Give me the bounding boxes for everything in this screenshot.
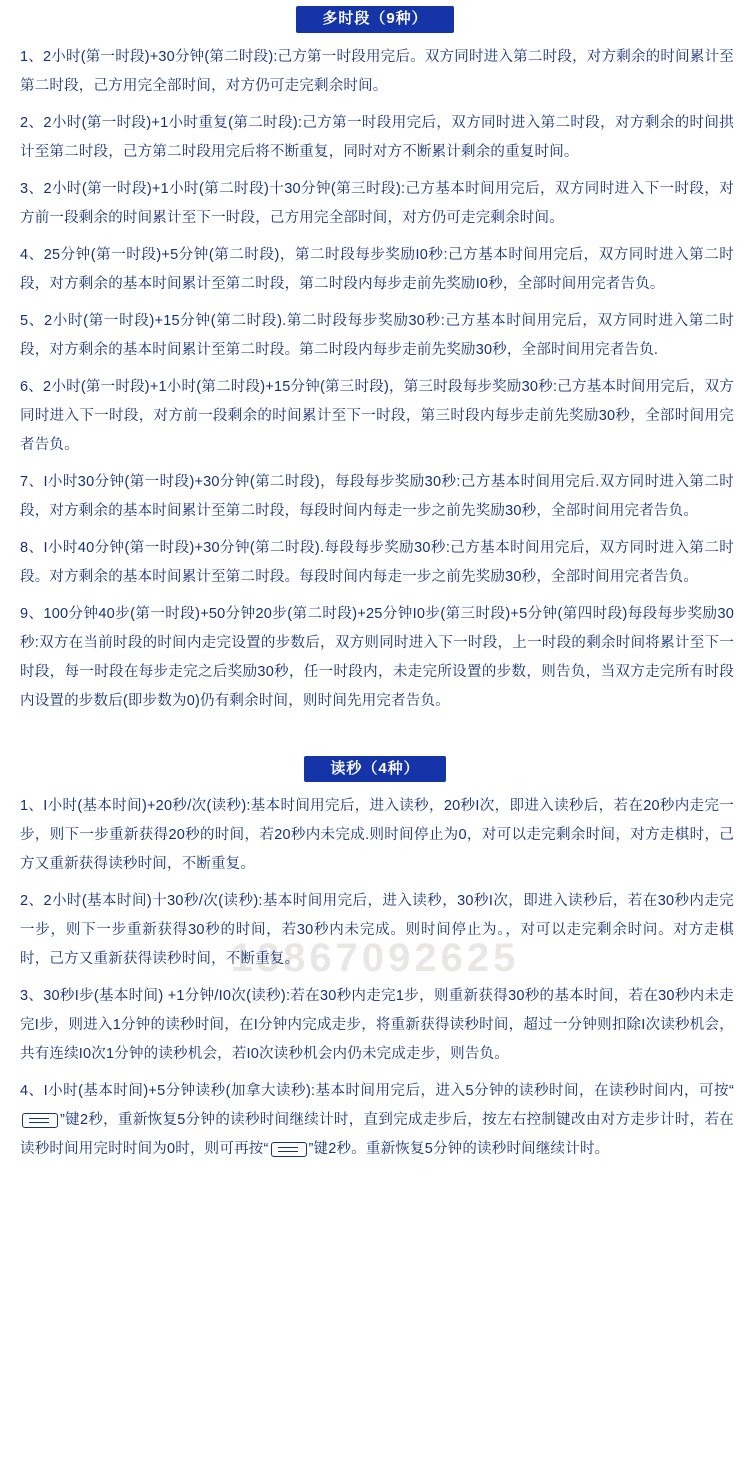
item-text: 2小时(第一时段)+30分钟(第二时段):己方第一时段用完后。双方同时进入第二时段，对方剩余的时间累计至第二时段，己方用完全部时间，对方仍可走完剩余时间。 xyxy=(20,48,734,94)
item-number: 9、 xyxy=(20,605,44,622)
item-text-part-2: ”键2秒，重新恢复5分钟的读秒时间继续计时，直到完成走步后，按左右控制键改由对方走步计时，若在读秒时间用完时时间为0时，则可再按“ xyxy=(20,1112,734,1157)
list-item xyxy=(20,307,734,365)
item-number: 7、 xyxy=(20,473,44,490)
item-text: I小时40分钟(第一时段)+30分钟(第二时段).每段每步奖励30秒:己方基本时间用完后，双方同时进入第二时段。对方剩余的基本时间累计至第二时段。每段时间内每走一步之前先奖励30秒，全部时间用完者告负。 xyxy=(20,539,734,585)
section-title-badge: 读秒（4种） xyxy=(304,756,445,783)
document-page xyxy=(0,6,750,1164)
item-text: I小时(基本时间)+20秒/次(读秒):基本时间用完后，进入读秒，20秒I次，即进入读秒后，若在20秒内走完一步，则下一步重新获得20秒的时间，若20秒内未完成.则时间停止为0，对可以走完剩余时间，对方走棋时，己方又重新获得读秒时间，不断重复。 xyxy=(20,798,734,872)
item-text: 25分钟(第一时段)+5分钟(第二时段)，第二时段每步奖励I0秒:己方基本时间用完后，双方同时进入第二时段，对方剩余的基本时间累计至第二时段，第二时段内每步走前先奖励I0秒，全部时间用完者告负。 xyxy=(20,246,734,292)
list-item xyxy=(20,982,734,1069)
list-item xyxy=(20,43,734,101)
item-text: 2小时(第一时段)+1小时(第二时段)+15分钟(第三时段)，第三时段每步奖励30秒:己方基本时间用完后，双方同时进入下一时段，对方前一段剩余的时间累计至下一时段，第三时段内每步走前先奖励30秒，全部时间用完者告负。 xyxy=(20,378,734,453)
list-item xyxy=(20,468,734,526)
item-number: 4、 xyxy=(20,1083,44,1099)
section-header-multi-period xyxy=(0,6,750,33)
list-item xyxy=(20,792,734,879)
item-text-part-1: I小时(基本时间)+5分钟读秒(加拿大读秒):基本时间用完后，进入5分钟的读秒时间，在读秒时间内，可按“ xyxy=(43,1083,734,1099)
item-number: 2、 xyxy=(20,114,44,131)
item-number: 3、 xyxy=(20,180,44,197)
item-text: 2小时(第一时段)+15分钟(第二时段).第二时段每步奖励30秒:己方基本时间用完后，双方同时进入第二时段，对方剩余的基本时间累计至第二时段。第二时段内每步走前先奖励30秒，全部时间用完者告负. xyxy=(20,312,734,358)
list-item xyxy=(20,600,734,716)
key-button-icon xyxy=(22,1113,58,1128)
item-number: 8、 xyxy=(20,539,44,556)
item-number: 1、 xyxy=(20,48,44,65)
item-text: I小时30分钟(第一时段)+30分钟(第二时段)，每段每步奖励30秒:己方基本时间用完后.双方同时进入第二时段，对方剩余的基本时间累计至第二时段，每段时间内每走一步之前先奖励30秒，全部时间用完者告负。 xyxy=(20,473,734,519)
list-item xyxy=(20,1077,734,1164)
item-text: 100分钟40步(第一时段)+50分钟20步(第二时段)+25分钟I0步(第三时段)+5分钟(第四时段)每段每步奖励30秒:双方在当前时段的时间内走完设置的步数后，双方则同时进入下一时段，上一时段的剩余时间将累计至下一时段，每一时段在每步走完之后奖励30秒，任一时段内，未走完所设置的步数，则告负，当双方走完所有时段内设置的步数后(即步数为0)仍有剩余时间，则时间先用完者告负。 xyxy=(20,605,735,709)
item-text: 2小时(第一时段)+1小时(第二时段)十30分钟(第三时段):己方基本时间用完后，双方同时进入下一时段，对方前一段剩余的时间累计至下一时段，己方用完全部时间，对方仍可走完剩余时间。 xyxy=(20,180,734,226)
watermark-text: 13867092625 xyxy=(230,936,520,980)
list-item xyxy=(20,534,734,592)
item-number: 2、 xyxy=(20,893,44,909)
item-text: 30秒I步(基本时间) +1分钟/I0次(读秒):若在30秒内走完1步，则重新获得30秒的基本时间，若在30秒内未走完I步，则进入1分钟的读秒时间，在I分钟内完成走步，将重新获得读秒时间，超过一分钟则扣除I次读秒机会，共有连续I0次1分钟的读秒机会，若I0次读秒机会内仍未完成走步，则告负。 xyxy=(20,988,734,1062)
item-text: 2小时(基本时间)十30秒/次(读秒):基本时间用完后，进入读秒，30秒I次，即进入读秒后，若在30秒内走完一步，则下一步重新获得30秒的时间，若30秒内未完成。则时间停止为。，对可以走完剩余时问。对方走棋时，己方又重新获得读秒时间，不断重复。 xyxy=(20,893,734,967)
section-items-countdown xyxy=(0,792,750,1164)
section-title-badge: 多时段（9种） xyxy=(296,6,453,33)
item-text: 2小时(第一时段)+1小时重复(第二时段):己方第一时段用完后，双方同时进入第二时段，对方剩余的时间拱计至第二时段，己方第二时段用完后将不断重复，同时对方不断累计剩余的重复时间。 xyxy=(20,114,735,160)
list-item xyxy=(20,241,734,299)
section-header-countdown xyxy=(0,756,750,783)
section-items-multi-period xyxy=(0,43,750,716)
section-spacer xyxy=(0,724,750,750)
key-button-icon xyxy=(271,1142,307,1157)
list-item xyxy=(20,887,734,974)
list-item xyxy=(20,373,734,460)
item-number: 6、 xyxy=(20,378,44,395)
item-number: 4、 xyxy=(20,246,44,263)
item-text-part-3: ”键2秒。重新恢复5分钟的读秒时间继续计时。 xyxy=(308,1141,610,1157)
list-item xyxy=(20,109,734,167)
list-item xyxy=(20,175,734,233)
item-number: 5、 xyxy=(20,312,44,329)
item-number: 1、 xyxy=(20,798,44,814)
item-number: 3、 xyxy=(20,988,44,1004)
